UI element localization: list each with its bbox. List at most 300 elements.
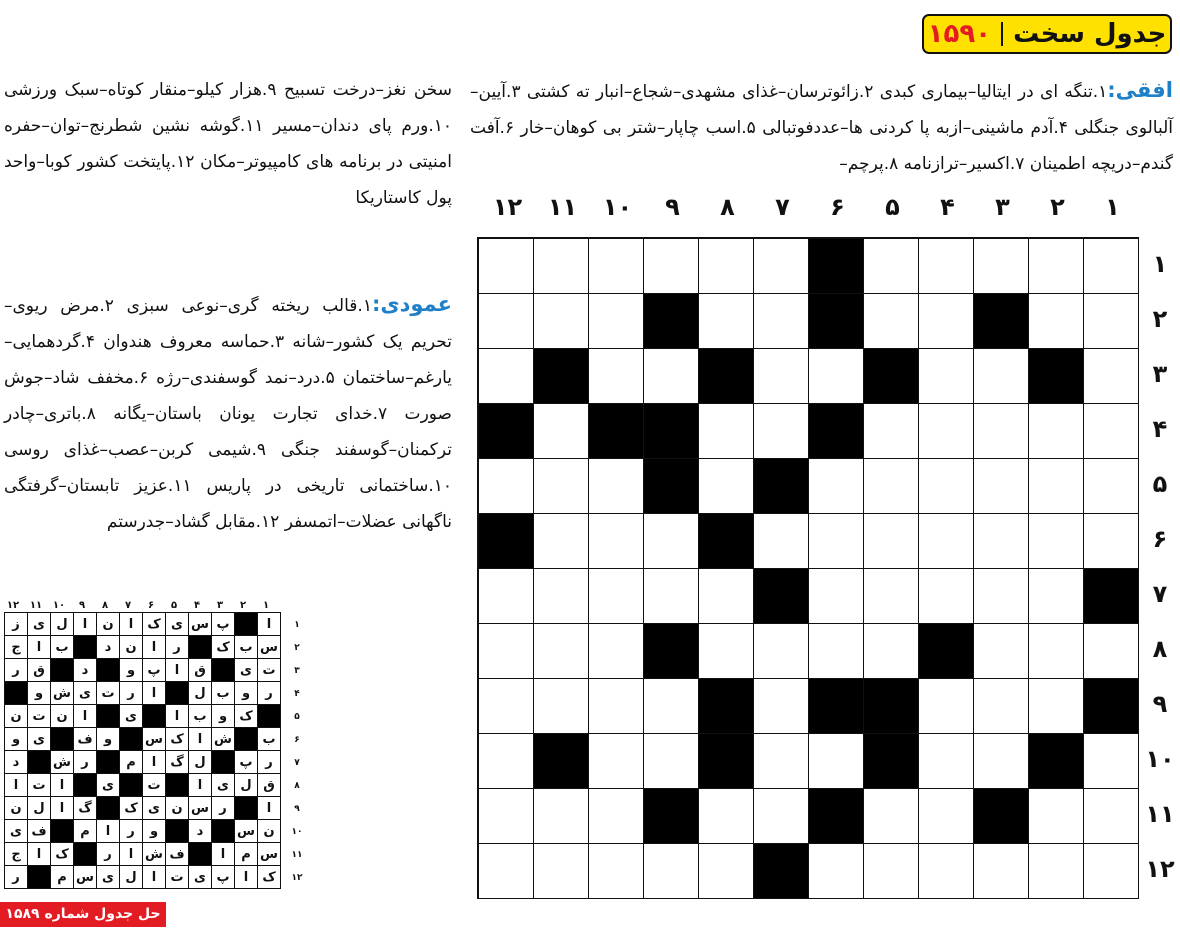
black-cell: [809, 404, 864, 459]
grid-cell[interactable]: [754, 404, 809, 459]
grid-cell[interactable]: [644, 349, 699, 404]
black-cell: [534, 734, 589, 789]
horizontal-clues-continued: [4, 72, 452, 216]
solution-column-number: ۲: [239, 600, 247, 611]
grid-cell[interactable]: [1029, 844, 1084, 899]
previous-solution-banner: حل جدول شماره ۱۵۸۹: [0, 902, 166, 927]
column-number: ۱۰: [602, 193, 633, 221]
grid-row: [479, 734, 1139, 789]
solution-cell: ف: [166, 843, 189, 866]
grid-cell[interactable]: [1084, 624, 1139, 679]
solution-black-cell: [212, 751, 235, 774]
solution-column-number: ۱۰: [52, 600, 66, 611]
grid-cell[interactable]: [974, 734, 1029, 789]
grid-cell[interactable]: [644, 569, 699, 624]
solution-cell: ب: [212, 682, 235, 705]
solution-cell: د: [189, 820, 212, 843]
solution-row-number: ۱: [294, 620, 300, 630]
grid-cell[interactable]: [534, 239, 589, 294]
grid-cell[interactable]: [809, 514, 864, 569]
grid-cell[interactable]: [919, 349, 974, 404]
grid-cell[interactable]: [754, 734, 809, 789]
grid-row: [479, 459, 1139, 514]
grid-cell[interactable]: [534, 404, 589, 459]
solution-black-cell: [97, 751, 120, 774]
solution-cell: گ: [74, 797, 97, 820]
grid-cell[interactable]: [864, 239, 919, 294]
solution-cell: ف: [74, 728, 97, 751]
grid-cell[interactable]: [754, 349, 809, 404]
grid-cell[interactable]: [479, 459, 534, 514]
solution-column-number: ۴: [193, 600, 201, 611]
solution-cell: ت: [97, 682, 120, 705]
solution-black-cell: [120, 728, 143, 751]
grid-cell[interactable]: [644, 239, 699, 294]
solution-cell: ی: [235, 659, 258, 682]
solution-cell: ی: [212, 774, 235, 797]
black-cell: [1029, 349, 1084, 404]
black-cell: [919, 624, 974, 679]
solution-cell: ی: [120, 705, 143, 728]
solution-cell: و: [143, 820, 166, 843]
grid-cell[interactable]: [754, 679, 809, 734]
solution-cell: د: [97, 636, 120, 659]
solution-column-number: ۱۲: [6, 600, 20, 611]
grid-cell[interactable]: [1029, 624, 1084, 679]
grid-cell[interactable]: [919, 789, 974, 844]
solution-cell: ج: [5, 843, 28, 866]
solution-black-cell: [97, 659, 120, 682]
black-cell: [809, 789, 864, 844]
grid-cell[interactable]: [864, 404, 919, 459]
grid-cell[interactable]: [699, 624, 754, 679]
grid-cell[interactable]: [974, 514, 1029, 569]
grid-cell[interactable]: [974, 404, 1029, 459]
solution-cell: ک: [212, 636, 235, 659]
solution-column-number: ۱۱: [29, 600, 43, 611]
grid-row: [479, 789, 1139, 844]
solution-cell: ا: [51, 774, 74, 797]
solution-column-number: ۵: [170, 600, 178, 611]
solution-cell: ا: [235, 866, 258, 889]
solution-cell: د: [74, 659, 97, 682]
black-cell: [754, 569, 809, 624]
black-cell: [479, 514, 534, 569]
row-number: ۹: [1152, 690, 1168, 718]
black-cell: [699, 349, 754, 404]
solution-cell: ب: [51, 636, 74, 659]
grid-cell[interactable]: [919, 679, 974, 734]
solution-cell: ا: [74, 613, 97, 636]
row-number: ۸: [1152, 635, 1168, 663]
grid-row: [479, 569, 1139, 624]
solution-cell: ر: [258, 682, 281, 705]
grid-cell[interactable]: [754, 514, 809, 569]
solution-row-number: ۶: [294, 735, 300, 745]
vertical-clues-text: ۱.قالب ریخته گری–نوعی سبزی ۲.مرض ریوی–تحریم یک کشور–شانه ۳.حماسه معروف هندوان ۴.گردهمایی–یارغم–ساختمان ۵.درد–نمد گوسفندی–رژه ۶.مخفف شاد–جوش صورت ۷.خدای تجارت یونان باستان–یگانه ۸.باتری–چادر ترکمنان–گوسفند جنگی ۹.شیمی کربن–عصب–غذای روسی ۱۰.ساختمانی تاریخی در پاریس ۱۱.عزیز تابستان–گرفتگی ناگهانی عضلات–اتمسفر ۱۲.مقابل گشاد–جدرستم: [4, 296, 453, 532]
grid-cell[interactable]: [479, 679, 534, 734]
grid-row: [479, 404, 1139, 459]
solution-row-number: ۹: [294, 804, 300, 814]
black-cell: [809, 679, 864, 734]
grid-cell[interactable]: [589, 294, 644, 349]
grid-cell[interactable]: [534, 514, 589, 569]
row-number: ۷: [1152, 580, 1168, 608]
black-cell: [644, 789, 699, 844]
grid-cell[interactable]: [534, 789, 589, 844]
grid-cell[interactable]: [534, 459, 589, 514]
black-cell: [479, 404, 534, 459]
grid-cell[interactable]: [479, 844, 534, 899]
solution-black-cell: [189, 636, 212, 659]
black-cell: [974, 294, 1029, 349]
black-cell: [864, 679, 919, 734]
grid-cell[interactable]: [699, 789, 754, 844]
solution-cell: ن: [5, 797, 28, 820]
grid-cell[interactable]: [1084, 459, 1139, 514]
solution-cell: ر: [97, 843, 120, 866]
grid-cell[interactable]: [644, 844, 699, 899]
solution-black-cell: [97, 797, 120, 820]
solution-black-cell: [166, 820, 189, 843]
solution-cell: ل: [189, 751, 212, 774]
column-number: ۹: [665, 193, 680, 221]
grid-cell[interactable]: [479, 734, 534, 789]
grid-cell[interactable]: [919, 734, 974, 789]
grid-cell[interactable]: [534, 569, 589, 624]
solution-cell: ا: [120, 613, 143, 636]
solution-cell: ب: [189, 705, 212, 728]
grid-cell[interactable]: [589, 789, 644, 844]
solution-cell: س: [189, 797, 212, 820]
grid-cell[interactable]: [974, 239, 1029, 294]
solution-black-cell: [5, 682, 28, 705]
solution-cell: ر: [5, 866, 28, 889]
grid-cell[interactable]: [479, 349, 534, 404]
solution-cell: ل: [235, 774, 258, 797]
grid-cell[interactable]: [589, 349, 644, 404]
solution-cell: ا: [166, 659, 189, 682]
solution-cell: و: [97, 728, 120, 751]
solution-cell: ز: [5, 613, 28, 636]
grid-cell[interactable]: [809, 624, 864, 679]
grid-cell[interactable]: [589, 459, 644, 514]
grid-cell[interactable]: [1029, 789, 1084, 844]
solution-black-cell: [212, 659, 235, 682]
grid-cell[interactable]: [974, 624, 1029, 679]
grid-row: [479, 349, 1139, 404]
solution-cell: ن: [258, 820, 281, 843]
black-cell: [534, 349, 589, 404]
solution-cell: ک: [258, 866, 281, 889]
grid-cell[interactable]: [974, 679, 1029, 734]
solution-cell: ا: [28, 636, 51, 659]
grid-cell[interactable]: [754, 294, 809, 349]
grid-cell[interactable]: [534, 844, 589, 899]
grid-cell[interactable]: [1084, 734, 1139, 789]
solution-cell: و: [28, 682, 51, 705]
grid-cell[interactable]: [589, 624, 644, 679]
grid-cell[interactable]: [919, 239, 974, 294]
grid-cell[interactable]: [644, 734, 699, 789]
grid-cell[interactable]: [699, 294, 754, 349]
solution-cell: ت: [258, 659, 281, 682]
solution-cell: م: [51, 866, 74, 889]
grid-cell[interactable]: [534, 679, 589, 734]
grid-cell[interactable]: [1084, 789, 1139, 844]
grid-cell[interactable]: [864, 514, 919, 569]
row-number: ۵: [1152, 470, 1168, 498]
grid-cell[interactable]: [589, 514, 644, 569]
solution-black-cell: [51, 659, 74, 682]
black-cell: [809, 294, 864, 349]
grid-cell[interactable]: [589, 844, 644, 899]
solution-cell: ی: [28, 728, 51, 751]
horizontal-label: افقی:: [1107, 78, 1173, 102]
grid-cell[interactable]: [644, 679, 699, 734]
grid-cell[interactable]: [1084, 349, 1139, 404]
solution-cell: ی: [28, 613, 51, 636]
solution-cell: ا: [28, 843, 51, 866]
solution-row: [5, 820, 281, 843]
grid-cell[interactable]: [1084, 514, 1139, 569]
solution-black-cell: [189, 843, 212, 866]
black-cell: [699, 679, 754, 734]
black-cell: [754, 459, 809, 514]
previous-solution-grid: [4, 612, 281, 889]
grid-cell[interactable]: [919, 459, 974, 514]
column-number: ۶: [830, 193, 845, 221]
solution-cell: ی: [143, 797, 166, 820]
grid-cell[interactable]: [754, 239, 809, 294]
solution-cell: س: [143, 728, 166, 751]
grid-cell[interactable]: [699, 569, 754, 624]
solution-cell: ت: [143, 774, 166, 797]
grid-cell[interactable]: [974, 349, 1029, 404]
grid-cell[interactable]: [864, 624, 919, 679]
solution-cell: ا: [166, 705, 189, 728]
column-number: ۸: [720, 193, 735, 221]
grid-cell[interactable]: [1084, 239, 1139, 294]
vertical-clues: [4, 286, 452, 540]
solution-cell: ر: [74, 751, 97, 774]
solution-cell: ی: [97, 866, 120, 889]
solution-column-number: ۱: [262, 600, 270, 611]
grid-cell[interactable]: [919, 569, 974, 624]
grid-row: [479, 624, 1139, 679]
grid-cell[interactable]: [754, 624, 809, 679]
black-cell: [864, 349, 919, 404]
solution-row-number: ۲: [294, 643, 300, 653]
solution-cell: ر: [120, 682, 143, 705]
solution-black-cell: [235, 613, 258, 636]
solution-cell: ا: [258, 613, 281, 636]
grid-cell[interactable]: [1029, 239, 1084, 294]
grid-cell[interactable]: [1029, 679, 1084, 734]
solution-row-number: ۵: [294, 712, 300, 722]
grid-cell[interactable]: [864, 459, 919, 514]
solution-cell: گ: [166, 751, 189, 774]
puzzle-title: جدول سخت: [1013, 19, 1167, 49]
grid-cell[interactable]: [1029, 514, 1084, 569]
horizontal-clues-text-2: سخن نغز–درخت تسبیح ۹.هزار کیلو–منقار کوتاه–سبک ورزشی ۱۰.ورم پای دندان–مسیر ۱۱.گوشه نشین شطرنج–توان–حفره امنیتی در برنامه های کامپیوتر–مکان ۱۲.پایتخت کشور کوبا–واحد پول کاستاریکا: [4, 80, 453, 208]
solution-cell: ی: [189, 866, 212, 889]
solution-cell: ل: [189, 682, 212, 705]
solution-cell: پ: [235, 751, 258, 774]
solution-row: [5, 843, 281, 866]
solution-cell: ش: [51, 682, 74, 705]
solution-column-number: ۸: [101, 600, 109, 611]
horizontal-clues-text-1: ۱.تنگه ای در ایتالیا–بیماری کبدی ۲.زائوترسان–غذای مشهدی–شجاع–انبار ته کشتی ۳.آیین–آلبالوی جنگلی ۴.آدم ماشینی–ازبه پا کردنی ها–عددفوتبالی ۵.اسب چاپار–شتر بی کوهان–خار ۶.آفت گندم–دریچه اطمینان ۷.اکسیر–ترازنامه ۸.پرچم–: [470, 82, 1173, 174]
grid-cell[interactable]: [479, 624, 534, 679]
solution-cell: ر: [120, 820, 143, 843]
black-cell: [1084, 679, 1139, 734]
grid-cell[interactable]: [699, 239, 754, 294]
column-number: ۴: [940, 193, 955, 221]
black-cell: [644, 294, 699, 349]
black-cell: [699, 514, 754, 569]
grid-cell[interactable]: [919, 404, 974, 459]
grid-cell[interactable]: [1084, 844, 1139, 899]
solution-cell: ا: [258, 797, 281, 820]
solution-cell: م: [120, 751, 143, 774]
solution-cell: ف: [28, 820, 51, 843]
solution-row: [5, 797, 281, 820]
grid-cell[interactable]: [974, 844, 1029, 899]
solution-cell: ن: [166, 797, 189, 820]
solution-black-cell: [28, 866, 51, 889]
row-number: ۴: [1152, 415, 1168, 443]
solution-cell: ا: [120, 843, 143, 866]
black-cell: [1084, 569, 1139, 624]
grid-cell[interactable]: [589, 679, 644, 734]
solution-row: [5, 774, 281, 797]
grid-cell[interactable]: [919, 294, 974, 349]
solution-cell: ت: [28, 774, 51, 797]
row-number: ۱۱: [1145, 800, 1175, 828]
grid-cell[interactable]: [974, 459, 1029, 514]
solution-cell: و: [235, 682, 258, 705]
solution-cell: ق: [189, 659, 212, 682]
black-cell: [1029, 734, 1084, 789]
solution-black-cell: [166, 774, 189, 797]
solution-cell: ن: [120, 636, 143, 659]
grid-cell[interactable]: [919, 844, 974, 899]
solution-row-number: ۱۱: [291, 850, 303, 860]
grid-row: [479, 294, 1139, 349]
solution-row: [5, 705, 281, 728]
grid-cell[interactable]: [699, 844, 754, 899]
grid-cell[interactable]: [974, 569, 1029, 624]
grid-cell[interactable]: [644, 514, 699, 569]
black-cell: [644, 624, 699, 679]
solution-row-number: ۷: [294, 758, 300, 768]
row-number: ۲: [1152, 305, 1168, 333]
solution-cell: ر: [166, 636, 189, 659]
grid-cell[interactable]: [589, 239, 644, 294]
grid-cell[interactable]: [1029, 459, 1084, 514]
solution-black-cell: [28, 751, 51, 774]
column-number: ۳: [995, 193, 1010, 221]
solution-cell: ی: [5, 820, 28, 843]
grid-row: [479, 679, 1139, 734]
grid-cell[interactable]: [589, 734, 644, 789]
solution-cell: ی: [166, 613, 189, 636]
grid-row: [479, 844, 1139, 899]
grid-cell[interactable]: [479, 789, 534, 844]
grid-cell[interactable]: [699, 459, 754, 514]
grid-cell[interactable]: [699, 404, 754, 459]
grid-cell[interactable]: [589, 569, 644, 624]
grid-cell[interactable]: [1029, 294, 1084, 349]
grid-cell[interactable]: [809, 459, 864, 514]
black-cell: [589, 404, 644, 459]
solution-column-number: ۳: [216, 600, 224, 611]
solution-cell: ا: [212, 843, 235, 866]
black-cell: [644, 404, 699, 459]
grid-cell[interactable]: [479, 239, 534, 294]
column-number: ۱۲: [492, 193, 523, 221]
solution-cell: ق: [28, 659, 51, 682]
grid-cell[interactable]: [809, 349, 864, 404]
grid-cell[interactable]: [479, 569, 534, 624]
solution-cell: ک: [166, 728, 189, 751]
solution-cell: ق: [258, 774, 281, 797]
solution-cell: ج: [5, 636, 28, 659]
solution-cell: ک: [120, 797, 143, 820]
row-number: ۱۲: [1145, 855, 1175, 883]
solution-row: [5, 682, 281, 705]
grid-cell[interactable]: [754, 789, 809, 844]
grid-row: [479, 239, 1139, 294]
solution-cell: ش: [51, 751, 74, 774]
solution-cell: پ: [212, 866, 235, 889]
solution-black-cell: [51, 728, 74, 751]
grid-cell[interactable]: [864, 844, 919, 899]
column-number: ۱: [1105, 193, 1120, 221]
grid-cell[interactable]: [1029, 569, 1084, 624]
solution-black-cell: [166, 682, 189, 705]
grid-cell[interactable]: [1029, 404, 1084, 459]
column-number: ۲: [1050, 193, 1065, 221]
grid-cell[interactable]: [809, 734, 864, 789]
solution-row: [5, 636, 281, 659]
solution-row-number: ۱۲: [291, 873, 303, 883]
solution-row-number: ۳: [294, 666, 300, 676]
solution-row-number: ۱۰: [291, 827, 303, 837]
solution-cell: ک: [235, 705, 258, 728]
grid-cell[interactable]: [479, 294, 534, 349]
grid-cell[interactable]: [1084, 404, 1139, 459]
grid-cell[interactable]: [864, 294, 919, 349]
grid-cell[interactable]: [534, 624, 589, 679]
grid-cell[interactable]: [864, 569, 919, 624]
row-number: ۶: [1152, 525, 1168, 553]
solution-cell: س: [235, 820, 258, 843]
solution-cell: ن: [97, 613, 120, 636]
solution-cell: ک: [51, 843, 74, 866]
solution-cell: ا: [74, 705, 97, 728]
grid-cell[interactable]: [809, 844, 864, 899]
black-cell: [754, 844, 809, 899]
solution-black-cell: [212, 820, 235, 843]
grid-cell[interactable]: [809, 569, 864, 624]
grid-cell[interactable]: [864, 789, 919, 844]
grid-cell[interactable]: [1084, 294, 1139, 349]
grid-cell[interactable]: [919, 514, 974, 569]
puzzle-number: ۱۵۹۰: [927, 19, 992, 49]
grid-cell[interactable]: [534, 294, 589, 349]
